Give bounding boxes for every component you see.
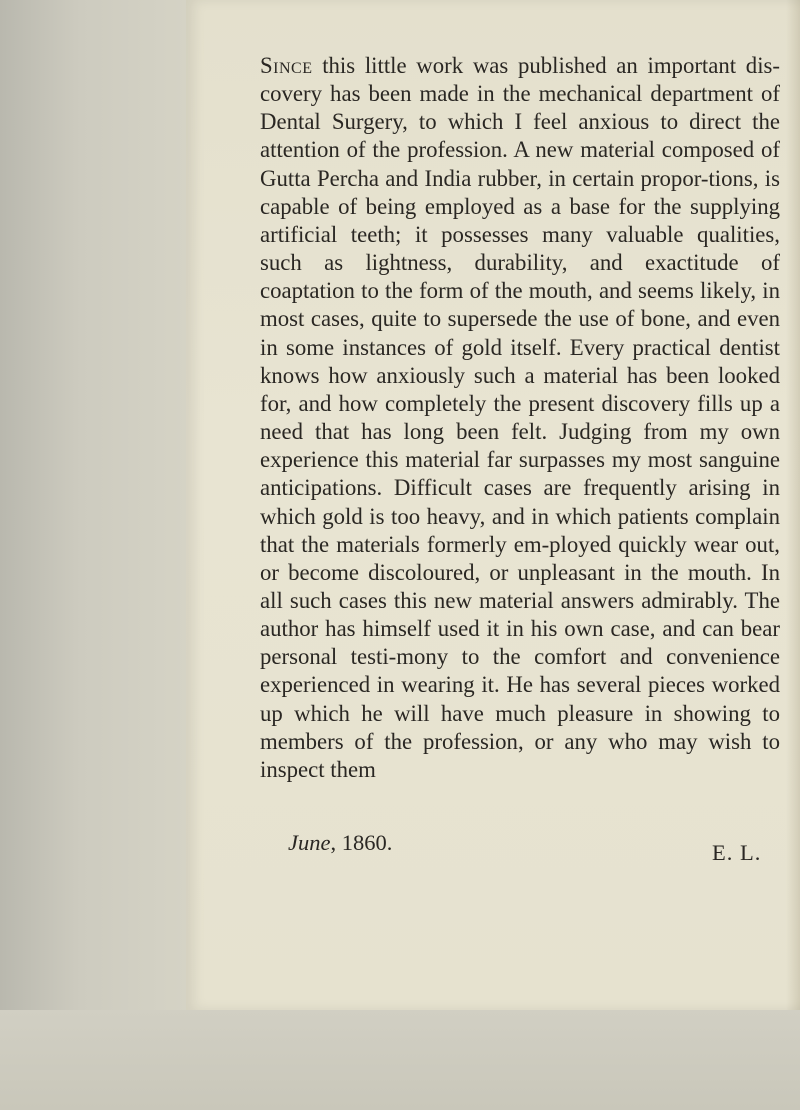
lead-word: Since xyxy=(260,53,313,78)
date-month: June xyxy=(288,830,331,855)
paragraph-text: this little work was published an important dis-covery has been made in the mechanical department of Dental Surgery, to which I feel anxious to direct the attention of the profession. A new material composed of Gutta Percha and India rubber, in certain propor-tions, is capable of being employed as a base for the supplying artificial teeth; it possesses many valuable qualities, such as lightness, durability, and exactitude of coaptation to the form of the mouth, and seems likely, in most cases, quite to supersede the use of bone, and even in some instances of gold itself. Every practical dentist knows how anxiously such a material has been looked for, and how completely the present discovery fills up a need that has long been felt. Judging from my own experience this material far surpasses my most sanguine anticipations. Difficult cases are frequently arising in which gold is too heavy, and in which patients complain that the materials formerly em-ployed quickly wear out, or become discoloured, or unpleasant in the mouth. In all such cases this new material answers admirably. The author has himself used it in his own case, and can bear personal testi-mony to the comfort and convenience experienced in wearing it. He has several pieces worked up which he will have much pleasure in showing to members of the profession, or any who may wish to inspect them xyxy=(260,53,780,782)
scan-margin-left xyxy=(0,0,200,1110)
page-edge xyxy=(786,0,800,1010)
scan-margin-bottom xyxy=(0,1010,800,1110)
date-year: , 1860. xyxy=(330,830,393,855)
author-initials: E. L. xyxy=(712,840,762,865)
body-paragraph xyxy=(260,52,780,784)
dateline xyxy=(288,830,392,856)
